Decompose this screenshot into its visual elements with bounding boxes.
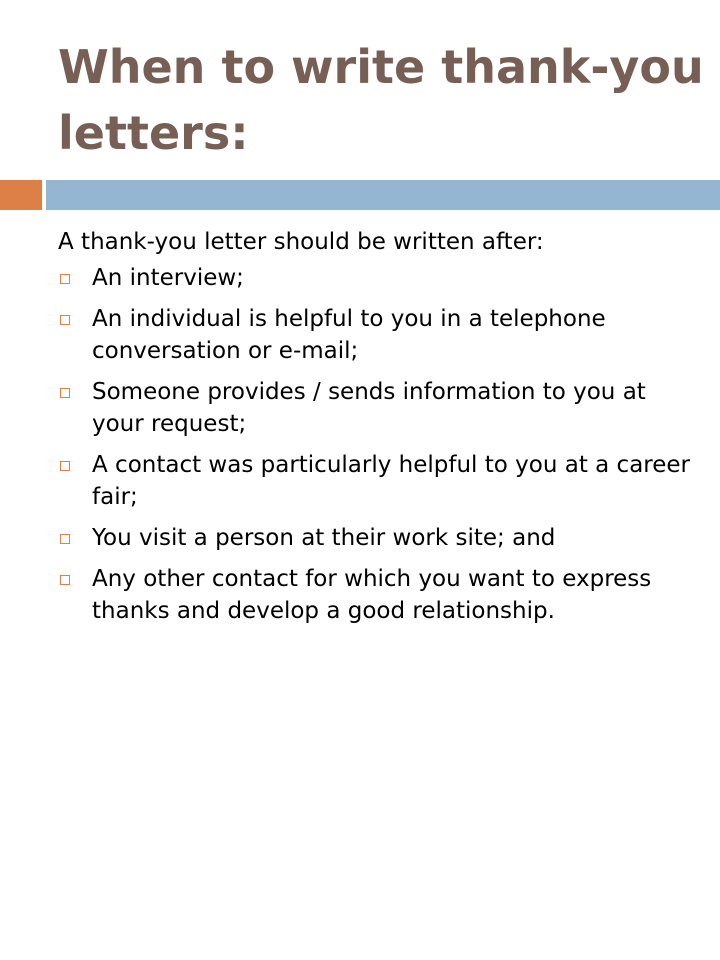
square-bullet-icon (60, 315, 70, 325)
square-bullet-icon (60, 534, 70, 544)
list-item (58, 303, 698, 367)
list-item-text: Someone provides / sends information to you at your request; (92, 379, 646, 437)
title-divider-bar (46, 180, 720, 210)
intro-text: A thank-you letter should be written after: (58, 229, 544, 255)
slide-body (58, 226, 698, 636)
square-bullet-icon (60, 461, 70, 471)
list-item-text: You visit a person at their work site; and (92, 525, 556, 551)
list-item-text: An individual is helpful to you in a telephone conversation or e-mail; (92, 306, 606, 364)
list-item (58, 522, 698, 554)
square-bullet-icon (60, 575, 70, 585)
list-item (58, 262, 698, 294)
list-item-text: An interview; (92, 265, 244, 291)
list-item-text: Any other contact for which you want to express thanks and develop a good relationship. (92, 566, 652, 624)
square-bullet-icon (60, 388, 70, 398)
list-item-text: A contact was particularly helpful to you at a career fair; (92, 452, 690, 510)
slide-title: When to write thank-you letters: (58, 40, 704, 160)
square-bullet-icon (60, 274, 70, 284)
accent-bar (0, 180, 42, 210)
list-item (58, 449, 698, 513)
list-item (58, 376, 698, 440)
bullet-list (58, 262, 698, 627)
list-item (58, 563, 698, 627)
